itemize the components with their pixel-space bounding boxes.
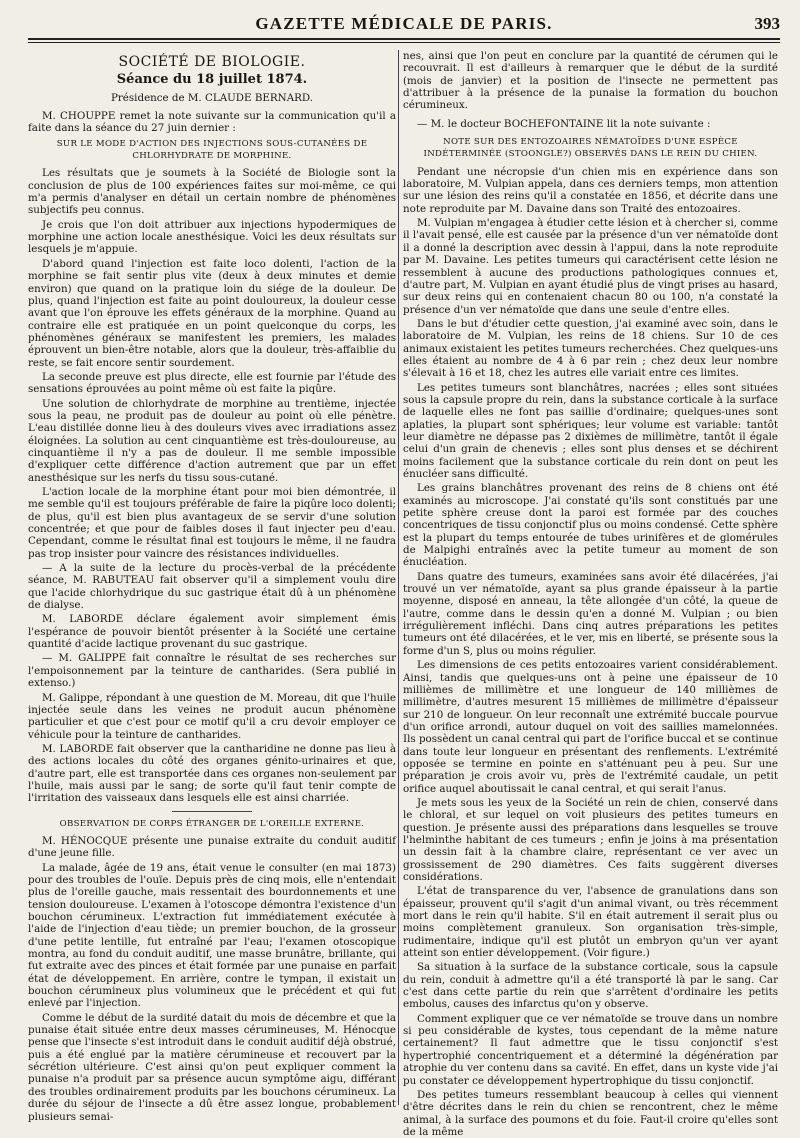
paragraph: Je mets sous les yeux de la Société un rein de chien, conservé dans le chloral, et sur lequel on voit plusieurs des petites tumeurs en question. Je présente aussi des préparations dans lesquelles se trouve l'helminthe habitant de ces tumeurs ; enfin je joins à ma présentation un dessin fait à la chambre claire, représentant ce ver avec un grossissement de 290 diamètres. Ces faits suggèrent diverses considérations. (403, 796, 778, 883)
paragraph: Dans le but d'étudier cette question, j'ai examiné avec soin, dans le laboratoire de M. Vulpian, les reins de 18 chiens. Sur 10 de ces animaux existaient les petites tumeurs recherchées. Chez quelques-uns elles étaient au nombre de 4 à 6 par rein ; chez deux leur nombre s'élevait à 16 et 18, chez les autres elle variait entre ces limites. (403, 317, 778, 380)
page-number: 393 (754, 14, 780, 33)
paragraph: M. LABORDE fait observer que la cantharidine ne donne pas lieu à des actions locales du côté des organes génito-urinaires et que, d'autre part, elle est transportée dans ces organes non-seulement par l'huile, mais aussi par le sang; de sorte qu'il faut tenir compte de l'irritation des vaisseaux dans lesquels elle est ainsi charriée. (28, 742, 396, 805)
paragraph: Les dimensions de ces petits entozoaires varient considérablement. Ainsi, tandis que quelques-uns ont à peine une épaisseur de 10 millièmes de millimètre et une longueur de 140 millièmes de millimètre, d'autres mesurent 15 millièmes de millimètre d'épaisseur sur 210 de longueur. On leur reconnaît une extrémité buccale pourvue d'un orifice arrondi, autour duquel on voit des saillies mamelonnées. Ils possèdent un canal central qui part de l'orifice buccal et se continue dans toute leur longueur en présentant des renflements. L'extrémité opposée se termine en pointe en s'atténuant peu à peu. Sur une préparation je crois avoir vu, près de l'extrémité caudale, un petit orifice auquel aboutissait le canal central, et qui serait l'anus. (403, 659, 778, 795)
paragraph: Comme le début de la surdité datait du mois de décembre et que la punaise était située entre deux masses cérumineuses, M. Hénocque pense que l'insecte s'est introduit dans le conduit auditif déjà obstrué, puis a été englué par la matière cérumineuse et recouvert par la sécrétion ultérieure. C'est ainsi qu'on peut expliquer comment la punaise n'a produit par sa présence aucun symptôme aigu, différant des troubles ordinairement produits par les bouchons cérumineux. La durée du séjour de l'insecte a dû être assez longue, probablement plusieurs semai- (28, 1011, 396, 1123)
section-subheading: NOTE SUR DES ENTOZOAIRES NÉMATOÏDES D'UNE ESPÈCE INDÉTERMINÉE (STOONGLE?) OBSERVÉS DANS LE REIN DU CHIEN. (423, 137, 758, 160)
paragraph: Les grains blanchâtres provenant des reins de 8 chiens ont été examinés au microscope. J'ai constaté qu'ils sont constitués par une petite sphère creuse dont la paroi est formée par des couches concentriques de tissu conjonctif plus ou moins condensé. Cette sphère est la plupart du temps entourée de tubes urinifères et de glomérules de Malpighi entraînés avec la petite tumeur au moment de son énucléation. (403, 482, 778, 569)
section-divider (172, 811, 252, 812)
paragraph: — M. le docteur BOCHEFONTAINE lit la note suivante : (417, 117, 711, 130)
column-separator (398, 50, 399, 1105)
paragraph: — A la suite de la lecture du procès-verbal de la précédente séance, M. RABUTEAU fait observer qu'il a simplement voulu dire que l'acide chlorhydrique du suc gastrique était dû à un phénomène de dialyse. (28, 562, 396, 612)
section-subheading: SUR LE MODE D'ACTION DES INJECTIONS SOUS-CUTANÉES DE CHLORHYDRATE DE MORPHINE. (56, 138, 368, 162)
society-heading: SOCIÉTÉ DE BIOLOGIE. (118, 54, 306, 70)
right-column (403, 50, 778, 1138)
paragraph: Sa situation à la surface de la substance corticale, sous la capsule du rein, conduit à admettre qu'il a été transporté là par le sang. Car c'est dans cette partie du rein que s'arrêtent d'ordinaire les petits embolus, causes des infarctus qu'on y observe. (403, 961, 778, 1011)
paragraph: La malade, âgée de 19 ans, était venue le consulter (en mai 1873) pour des troubles de l'ouïe. Depuis près de cinq mois, elle n'entendait plus de l'oreille gauche, mais ressentait des bourdonnements et une tension douloureuse. L'examen à l'otoscope démontra l'existence d'un bouchon cérumineux. L'extraction fut immédiatement exécutée à l'aide de l'injection d'eau tiède; un premier bouchon, de la grosseur d'une petite lentille, fut entraîné par l'eau; l'examen otoscopique montra, au fond du conduit auditif, une masse brunâtre, brillante, qui fut extraite avec des pinces et était formée par une punaise en parfait état de développement. En arrière, contre le tympan, il existait un bouchon cérumineux plus volumineux que le précédent et qui fut enlevé par l'injection. (28, 861, 396, 1010)
section-subheading: OBSERVATION DE CORPS ÉTRANGER DE L'OREILLE EXTERNE. (59, 818, 365, 829)
paragraph: M. LABORDE déclare également avoir simplement émis l'espérance de pouvoir bientôt présenter à la Société une certaine quantité d'acide lactique provenant du suc gastrique. (28, 613, 396, 651)
paragraph: Pendant une nécropsie d'un chien mis en expérience dans son laboratoire, M. Vulpian appela, dans ces derniers temps, mon attention sur une lésion des reins qu'il a constatée en 1856, et décrite dans une note reproduite par M. Davaine dans son Traité des entozoaires. (403, 165, 778, 215)
paragraph: L'action locale de la morphine étant pour moi bien démontrée, il me semble qu'il est toujours préférable de faire la piqûre loco dolenti; de plus, qu'il est bien plus avantageux de se servir d'une solution concentrée; et que pour de faibles doses il faut injecter peu d'eau. Cependant, comme le résultat final est toujours le même, il ne faudra pas trop insister pour vaincre des résistances individuelles. (28, 486, 396, 560)
paragraph: Dans quatre des tumeurs, examinées sans avoir été dilacérées, j'ai trouvé un ver nématoïde, ayant sa plus grande épaisseur à la partie moyenne, disposé en anneau, la tête allongée d'un côté, la queue de l'autre, comme dans le dessin qu'en a donné M. Vulpian ; ou bien irrégulièrement infléchi. Dans cinq autres préparations les petites tumeurs ont été dilacérées, et le ver, mis en liberté, se présente sous la forme d'un S, plus ou moins régulier. (403, 570, 778, 657)
paragraph: Comment expliquer que ce ver nématoïde se trouve dans un nombre si peu considérable de kystes, tous cependant de la même nature certainement? Il faut admettre que le tissu conjonctif s'est hypertrophié concentriquement et a déterminé la dégénération par atrophie du ver contenu dans sa cavité. En effet, dans un kyste vide j'ai pu constater ce développement hypertrophique du tissu conjonctif. (403, 1012, 778, 1087)
page-header (28, 14, 780, 36)
journal-title: GAZETTE MÉDICALE DE PARIS. (255, 14, 553, 33)
paragraph: Les petites tumeurs sont blanchâtres, nacrées ; elles sont situées sous la capsule propre du rein, dans la substance corticale à la surface de laquelle elles ne font pas saillie d'ordinaire; quelques-unes sont aplaties, la plupart sont sphériques; leur volume est variable: tantôt leur diamètre ne dépasse pas 2 dixièmes de millimètre, tantôt il égale celui d'un grain de chenevis ; elles sont plus denses et se déchirent moins facilement que la substance corticale du rein dont on peut les énucléer sans difficulté. (403, 381, 778, 480)
paragraph: M. HÉNOCQUE présente une punaise extraite du conduit auditif d'une jeune fille. (28, 834, 396, 860)
session-heading: Séance du 18 juillet 1874. (116, 72, 308, 88)
paragraph: Une solution de chlorhydrate de morphine au trentième, injectée sous la peau, ne produit pas de douleur au point où elle pénètre. L'eau distillée donne lieu à des douleurs vives avec irradiations assez éloignées. La solution au cent cinquantième est très-douloureuse, au cinquantième il n'y a pas de douleur. Il me semble impossible d'expliquer cette différence d'action autrement que par un effet anesthésique sur les nerfs du tissu sous-cutané. (28, 397, 396, 484)
paragraph: L'état de transparence du ver, l'absence de granulations dans son épaisseur, prouvent qu'il s'agit d'un animal vivant, ou très récemment mort dans le rein qu'il habite. S'il en était autrement il serait plus ou moins complètement granuleux. Son organisation très-simple, rudimentaire, indique qu'il est plutôt un embryon qu'un ver ayant atteint son entier développement. (Voir figure.) (403, 885, 778, 960)
paragraph: Je crois que l'on doit attribuer aux injections hypodermiques de morphine une action locale anesthésique. Voici les deux résultats sur lesquels je m'appuie. (28, 218, 396, 256)
presidence-line: Présidence de M. CLAUDE BERNARD. (110, 91, 314, 104)
left-column (28, 50, 396, 1123)
paragraph: La seconde preuve est plus directe, elle est fournie par l'étude des sensations éprouvées au point même où est faite la piqûre. (28, 370, 396, 396)
paragraph: M. Vulpian m'engagea à étudier cette lésion et à chercher si, comme il l'avait pensé, elle est causée par la présence d'un ver nématoïde dont il a donné la description avec dessin à l'appui, dans la note reproduite par M. Davaine. Les petites tumeurs qui caractérisent cette lésion ne ressemblent à aucune des productions pathologiques connues et, d'autre part, M. Vulpian en ayant étudié plus de vingt prises au hasard, sur deux reins qui en contenaient chacun 80 ou 100, n'a constaté la présence d'un ver nématoïde que dans une seule d'entre elles. (403, 217, 778, 316)
paragraph: Des petites tumeurs ressemblant beaucoup à celles qui viennent d'être décrites dans le rein du chien se rencontrent, chez le même animal, à la surface des poumons et du foie. Faut-il croire qu'elles sont de la même (403, 1088, 778, 1138)
paragraph: nes, ainsi que l'on peut en conclure par la quantité de cérumen qui le recouvrait. Il est d'ailleurs à remarquer que le début de la surdité (mois de janvier) et la position de l'insecte ne permettent pas d'attribuer à la présence de la punaise la formation du bouchon cérumineux. (403, 50, 778, 112)
paragraph: M. CHOUPPE remet la note suivante sur la communication qu'il a faite dans la séance du 27 juin dernier : (28, 110, 396, 135)
paragraph: D'abord quand l'injection est faite loco dolenti, l'action de la morphine se fait sentir plus vite (deux à deux minutes et demie environ) que quand on la pratique loin du siége de la douleur. De plus, quand l'injection est faite au point douloureux, la douleur cesse avant que l'on éprouve les effets généraux de la morphine. Quand au contraire elle est pratiquée en un point quelconque du corps, les phénomènes généraux se manifestent les premiers, les malades éprouvent un bien-être notable, alors que la douleur, très-affaiblie du reste, se fait encore sentir sourdement. (28, 257, 396, 369)
paragraph: Les résultats que je soumets à la Société de Biologie sont la conclusion de plus de 100 expériences faites sur moi-même, ce qui m'a permis d'analyser en détail un certain nombre de phénomènes subjectifs peu connus. (28, 167, 396, 217)
paragraph: M. Galippe, répondant à une question de M. Moreau, dit que l'huile injectée seule dans les veines ne produit aucun phénomène particulier et que c'est pour ce motif qu'il a cru devoir employer ce véhicule pour la teinture de cantharides. (28, 691, 396, 741)
paragraph: — M. GALIPPE fait connaître le résultat de ses recherches sur l'empoisonnement par la teinture de cantharides. (Sera publié in extenso.) (28, 652, 396, 690)
header-rule (28, 38, 780, 40)
header-rule-thin (28, 42, 780, 43)
